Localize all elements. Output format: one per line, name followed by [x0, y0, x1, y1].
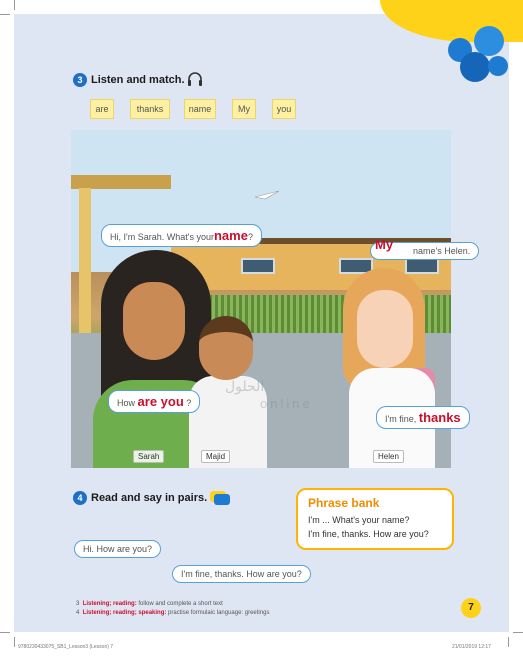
- window: [241, 258, 275, 274]
- footnote-text: practise formulaic language: greetings: [168, 610, 270, 616]
- character-label: Majid: [201, 450, 230, 463]
- crop-mark: [0, 14, 10, 15]
- bubble-text: I'm fine,: [385, 414, 417, 424]
- crop-mark: [14, 0, 15, 10]
- roof: [71, 175, 171, 189]
- page-number: 7: [461, 598, 481, 618]
- phrase-line: I'm fine, thanks. How are you?: [308, 529, 429, 539]
- crop-mark: [508, 637, 509, 647]
- phrase-bank: [296, 488, 454, 550]
- print-info: 9780230433075_SB1_Lesson3 (Lesson) 7: [18, 644, 114, 650]
- crop-mark: [14, 637, 15, 647]
- phrase-line: I'm ... What's your name?: [308, 515, 410, 525]
- headphones-icon: [186, 70, 204, 93]
- word-chip: thanks: [130, 99, 170, 119]
- watermark: الحلول: [225, 378, 265, 394]
- speech-bubble-majid: [108, 390, 200, 413]
- answer-text: name: [213, 228, 248, 243]
- helen-face: [357, 290, 413, 368]
- answer-text: My: [375, 237, 394, 252]
- answer-text: are you: [137, 394, 184, 409]
- footnote-text: follow and complete a short text: [138, 601, 223, 607]
- word-chip: name: [184, 99, 216, 119]
- footnote-number: 3: [76, 601, 80, 607]
- speech-bubble-sarah: [101, 224, 262, 247]
- crop-mark: [513, 632, 523, 633]
- footnote: [76, 601, 223, 607]
- print-info: 21/01/2019 12:17: [452, 644, 491, 650]
- bubble-text: Hi, I'm Sarah. What's your: [110, 232, 214, 242]
- character-label: Helen: [373, 450, 404, 463]
- answer-text: thanks: [418, 410, 461, 425]
- bubble-text: name's Helen.: [413, 246, 471, 256]
- speech-icon: [210, 491, 230, 512]
- speech-bubble-helen: [370, 237, 479, 260]
- section-heading: Read and say in pairs.: [91, 492, 208, 504]
- bubble-text: How: [117, 398, 136, 408]
- speech-bubble-helen-reply: [376, 406, 470, 429]
- word-chip: My: [232, 99, 256, 119]
- paper-plane-icon: [255, 188, 279, 206]
- majid-face: [199, 316, 253, 380]
- section-number: 4: [73, 491, 87, 505]
- sarah-face: [123, 282, 185, 360]
- decor-dot: [460, 52, 490, 82]
- footnote-number: 4: [76, 610, 80, 616]
- footnote-label: Listening; reading; speaking:: [82, 610, 167, 616]
- speech-bubble-practice: Hi. How are you?: [74, 540, 161, 558]
- window: [405, 258, 439, 274]
- word-chip: are: [90, 99, 114, 119]
- section-heading: Listen and match.: [91, 74, 185, 86]
- word-chip: you: [272, 99, 296, 119]
- phrase-bank-title: Phrase bank: [308, 496, 380, 510]
- decor-dot: [488, 56, 508, 76]
- watermark: online: [260, 396, 313, 411]
- bubble-text: ?: [247, 232, 253, 242]
- footnote-label: Listening; reading:: [82, 601, 137, 607]
- bubble-text: ?: [186, 398, 192, 408]
- crop-mark: [0, 632, 10, 633]
- footnote: [76, 610, 269, 616]
- speech-bubble-practice: I'm fine, thanks. How are you?: [172, 565, 311, 583]
- section-number: 3: [73, 73, 87, 87]
- character-label: Sarah: [133, 450, 164, 463]
